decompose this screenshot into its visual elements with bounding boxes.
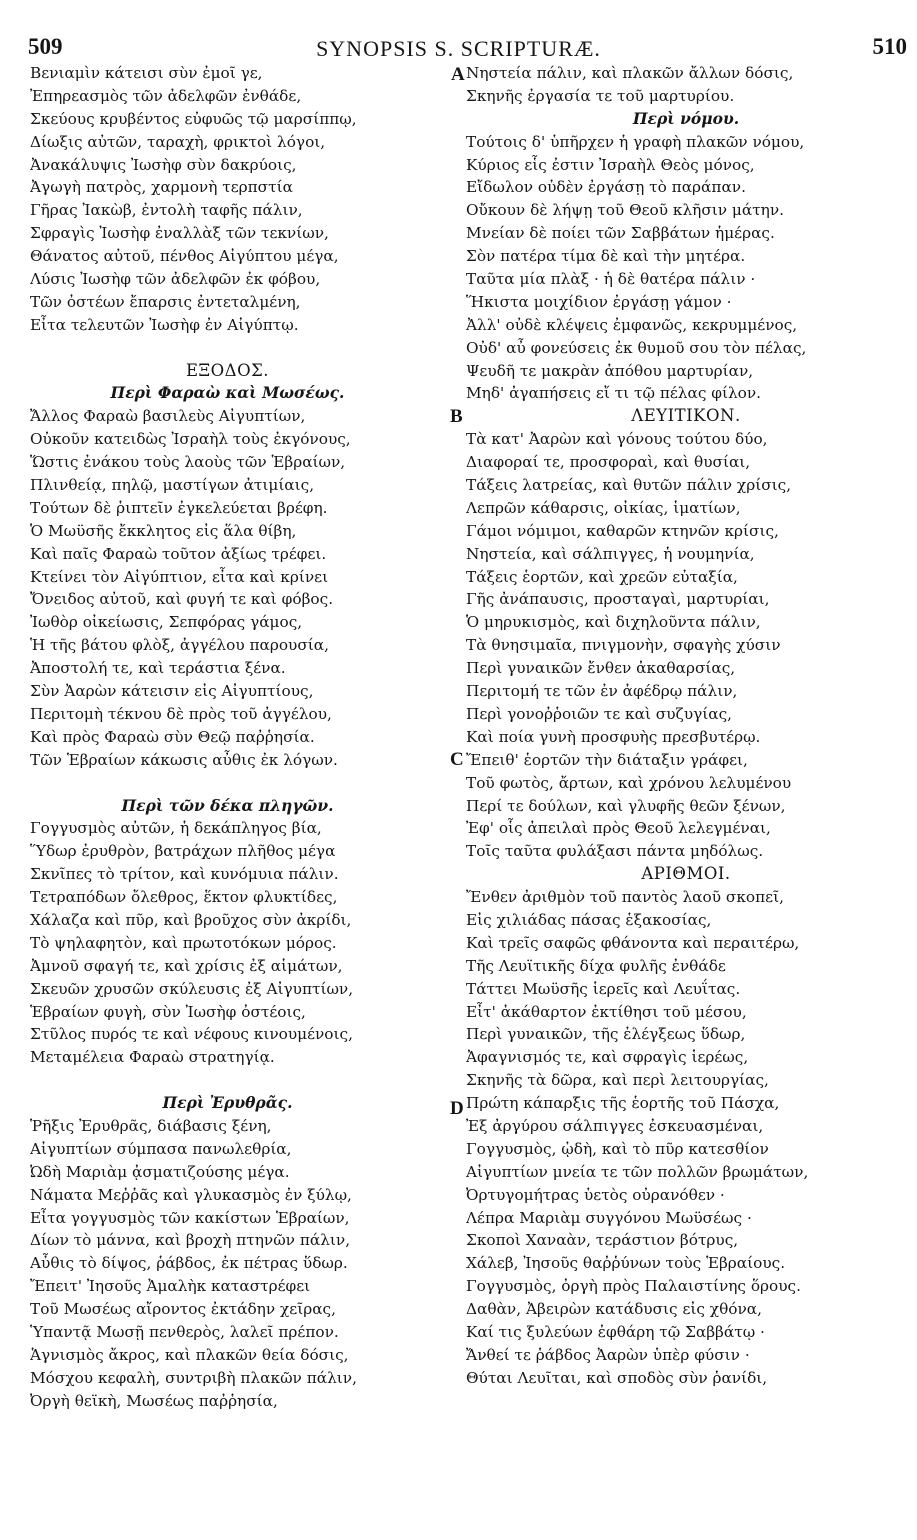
verse-line: Οὐκοῦν κατειδὼς Ἰσραὴλ τοὺς ἐκγόνους, — [30, 430, 351, 449]
verse-line: Τῶν ὀστέων ἔπαρσις ἐντεταλμένη, — [30, 292, 301, 311]
verse-line: Νηστεία πάλιν, καὶ πλακῶν ἄλλων δόσις, — [466, 64, 794, 82]
verse-line: Ὁ μηρυκισμὸς, καὶ διχηλοῦντα πάλιν, — [466, 613, 761, 632]
verse-line: Ὕδωρ ἐρυθρὸν, βατράχων πλῆθος μέγα — [30, 842, 336, 861]
verse-line: Τοῦ Μωσέως αἴροντος ἐκτάδην χεῖρας, — [30, 1300, 336, 1319]
verse-line: Αἰγυπτίων μνεία τε τῶν πολλῶν βρωμάτων, — [466, 1162, 809, 1181]
verse-line: Ὄνειδος αὐτοῦ, καὶ φυγή τε καὶ φόβος. — [30, 590, 334, 609]
verse-line: Σκηνῆς ἐργασία τε τοῦ μαρτυρίου. — [466, 86, 735, 105]
verse-line: Γάμοι νόμιμοι, καθαρῶν κτηνῶν κρίσις, — [466, 521, 779, 540]
verse-line: Τοῖς ταῦτα φυλάξασι πάντα μηδόλως. — [466, 842, 764, 861]
spacer — [30, 772, 425, 795]
verse-line: Ὁ Μωϋσῆς ἔκκλητος εἰς ἅλα θίβη, — [30, 521, 297, 540]
verse-line: Ἀποστολή τε, καὶ τεράστια ξένα. — [30, 659, 286, 678]
verse-line: Ἀφαγνισμός τε, καὶ σφραγὶς ἱερέως, — [466, 1048, 749, 1067]
verse-line: Περιτομή τε τῶν ἐν ἀφέδρῳ πάλιν, — [466, 682, 738, 701]
verse-line: Λύσις Ἰωσὴφ τῶν ἀδελφῶν ἐκ φόβου, — [30, 270, 321, 289]
verse-line: Εἶτα τελευτῶν Ἰωσὴφ ἐν Αἰγύπτῳ. — [30, 315, 299, 334]
verse-line: Σκηνῆς τὰ δῶρα, καὶ περὶ λειτουργίας, — [466, 1071, 769, 1090]
verse-line: Ἐφ' οἷς ἀπειλαὶ πρὸς Θεοῦ λελεγμέναι, — [466, 819, 771, 838]
spacer — [30, 337, 425, 360]
verse-line: Περὶ γυναικῶν ἔνθεν ἀκαθαρσίας, — [466, 659, 736, 678]
section-heading: ΛΕΥΙΤΙΚΟΝ. — [631, 406, 741, 426]
verse-line: Στῦλος πυρός τε καὶ νέφους κινουμένοις, — [30, 1025, 353, 1044]
verse-line: Γογγυσμὸς αὐτῶν, ἡ δεκάπληγος βία, — [30, 819, 322, 838]
verse-line: Γογγυσμὸς, ᾠδὴ, καὶ τὸ πῦρ κατεσθίον — [466, 1139, 769, 1158]
verse-line: Δίωξις αὐτῶν, ταραχὴ, φρικτοὶ λόγοι, — [30, 132, 326, 151]
verse-line: Λέπρα Μαριὰμ συγγόνου Μωϋσέως · — [466, 1208, 752, 1227]
verse-line: Καὶ παῖς Φαραὼ τοῦτον ἀξίως τρέφει. — [30, 544, 327, 563]
verse-line: Ὀρτυγομήτρας ὑετὸς οὐρανόθεν · — [466, 1185, 725, 1204]
left-page-number: 509 — [28, 34, 63, 59]
verse-line: Σκοποὶ Χαναὰν, τεράστιον βότρυς, — [466, 1231, 739, 1250]
verse-line: Σὺν Ἀαρὼν κάτεισιν εἰς Αἰγυπτίους, — [30, 682, 314, 701]
verse-line: Τῶν Ἑβραίων κάκωσις αὖθις ἐκ λόγων. — [30, 750, 338, 769]
verse-line: Εἶτα γογγυσμὸς τῶν κακίστων Ἑβραίων, — [30, 1208, 350, 1227]
page-header — [0, 30, 917, 64]
verse-line: Γῆρας Ἰακὼβ, ἐντολὴ ταφῆς πάλιν, — [30, 201, 303, 220]
margin-marker-c: C — [450, 749, 464, 770]
verse-line: Θύται Λευῖται, καὶ σποδὸς σὺν ῥανίδι, — [466, 1368, 768, 1387]
verse-line: Διαφοραί τε, προσφοραὶ, καὶ θυσίαι, — [466, 453, 751, 472]
verse-line: Λεπρῶν κάθαρσις, οἰκίας, ἱματίων, — [466, 498, 741, 517]
verse-line: Σκευῶν χρυσῶν σκύλευσις ἐξ Αἰγυπτίων, — [30, 979, 354, 998]
section-heading: ΕΞΟΔΟΣ. — [185, 360, 270, 380]
verse-line: Οὐδ' αὖ φονεύσεις ἐκ θυμοῦ σου τὸν πέλας, — [466, 338, 807, 357]
margin-marker-d: D — [450, 1098, 464, 1119]
verse-line: Ταῦτα μία πλὰξ · ἡ δὲ θατέρα πάλιν · — [466, 270, 756, 289]
verse-line: Τάττει Μωϋσῆς ἱερεῖς καὶ Λευΐτας. — [466, 979, 741, 998]
running-title: SYNOPSIS S. SCRIPTURÆ. — [316, 36, 601, 61]
subsection-heading: Περὶ νόμου. — [632, 108, 740, 128]
verse-line: Εἴδωλον οὐδὲν ἐργάσῃ τὸ παράπαν. — [466, 178, 746, 197]
verse-line: Γῆς ἀνάπαυσις, προσταγαὶ, μαρτυρίαι, — [466, 590, 770, 609]
verse-line: Περὶ γυναικῶν, τῆς ἐλέγξεως ὕδωρ, — [466, 1025, 746, 1044]
verse-line: Ὥστις ἐνάκου τοὺς λαοὺς τῶν Ἑβραίων, — [30, 453, 346, 472]
verse-line: Αὖθις τὸ δίψος, ῥάβδος, ἐκ πέτρας ὕδωρ. — [30, 1254, 348, 1273]
verse-line: Εἶτ' ἀκάθαρτον ἐκτίθησι τοῦ μέσου, — [466, 1002, 747, 1021]
verse-line: Ἥκιστα μοιχίδιον ἐργάσῃ γάμον · — [466, 292, 732, 311]
verse-line: Σκεύους κρυβέντος εὐφυῶς τῷ μαρσίππῳ, — [30, 109, 357, 128]
verse-line: Μεταμέλεια Φαραὼ στρατηγίᾳ. — [30, 1048, 275, 1067]
verse-line: Καὶ πρὸς Φαραὼ σὺν Θεῷ παῤῥησία. — [30, 727, 315, 746]
verse-line: Οὔκουν δὲ λήψῃ τοῦ Θεοῦ κλῆσιν μάτην. — [466, 201, 784, 220]
verse-line: Νάματα Μεῤῥᾶς καὶ γλυκασμὸς ἐν ξύλῳ, — [30, 1185, 352, 1204]
verse-line: Ἄλλος Φαραὼ βασιλεὺς Αἰγυπτίων, — [30, 407, 306, 426]
verse-line: Τούτων δὲ ῥιπτεῖν ἐγκελεύεται βρέφη. — [30, 498, 328, 517]
margin-marker-b: B — [450, 406, 463, 427]
verse-line: Πλινθείᾳ, πηλῷ, μαστίγων ἀτιμίαις, — [30, 476, 315, 495]
verse-line: Χάλεβ, Ἰησοῦς θαῤῥύνων τοὺς Ἑβραίους. — [466, 1254, 786, 1273]
verse-line: Ἀγωγὴ πατρὸς, χαρμονὴ τερπστία — [30, 178, 293, 197]
right-page-number: 510 — [872, 34, 907, 59]
verse-line: Ἑβραίων φυγὴ, σὺν Ἰωσὴφ ὀστέοις, — [30, 1002, 306, 1021]
verse-line: Ἀνακάλυψις Ἰωσὴφ σὺν δακρύοις, — [30, 155, 297, 174]
verse-line: Τοῦ φωτὸς, ἄρτων, καὶ χρόνου λελυμένου — [466, 773, 792, 792]
verse-line: Ἔνθεν ἀριθμὸν τοῦ παντὸς λαοῦ σκοπεῖ, — [466, 888, 784, 907]
verse-line: Ῥῆξις Ἐρυθρᾶς, διάβασις ξένη, — [30, 1116, 272, 1135]
verse-line: Κύριος εἷς ἐστιν Ἰσραὴλ Θεὸς μόνος, — [466, 155, 755, 174]
verse-line: Ὀργὴ θεϊκὴ, Μωσέως παῤῥησία, — [30, 1391, 278, 1410]
verse-line: Τούτοις δ' ὑπῆρχεν ἡ γραφὴ πλακῶν νόμου, — [466, 132, 805, 151]
verse-line: Σκνῖπες τὸ τρίτον, καὶ κυνόμυια πάλιν. — [30, 865, 339, 884]
verse-line: Γογγυσμὸς, ὀργὴ πρὸς Παλαιστίνης ὅρους. — [466, 1277, 801, 1296]
verse-line: Μνείαν δὲ ποίει τῶν Σαββάτων ἡμέρας. — [466, 224, 775, 243]
verse-line: Καὶ τρεῖς σαφῶς φθάνοντα καὶ περαιτέρω, — [466, 933, 800, 952]
verse-line: Περί τε δούλων, καὶ γλυφῆς θεῶν ξένων, — [466, 796, 786, 815]
verse-line: Ἁγνισμὸς ἄκρος, καὶ πλακῶν θεία δόσις, — [30, 1345, 349, 1364]
verse-line: Ἰωθὸρ οἰκείωσις, Σεπφόρας γάμος, — [30, 613, 303, 632]
right-column — [466, 62, 906, 1390]
verse-line: Ὠδὴ Μαριὰμ ᾀσματιζούσης μέγα. — [30, 1162, 290, 1181]
verse-line: Μόσχου κεφαλὴ, συντριβὴ πλακῶν πάλιν, — [30, 1368, 357, 1387]
verse-line: Τὰ θνησιμαῖα, πνιγμονὴν, σφαγὴς χύσιν — [466, 636, 781, 655]
verse-line: Καί τις ξυλεύων ἐφθάρη τῷ Σαββάτῳ · — [466, 1322, 765, 1341]
verse-line: Χάλαζα καὶ πῦρ, καὶ βροῦχος σὺν ἀκρίδι, — [30, 910, 352, 929]
verse-line: Περὶ γονοῤῥοιῶν τε καὶ συζυγίας, — [466, 704, 733, 723]
left-column — [30, 62, 425, 1413]
verse-line: Σφραγὶς Ἰωσὴφ ἐναλλὰξ τῶν τεκνίων, — [30, 224, 329, 243]
verse-line: Ἐπηρεασμὸς τῶν ἀδελφῶν ἐνθάδε, — [30, 86, 302, 105]
verse-line: Νηστεία, καὶ σάλπιγγες, ἡ νουμηνία, — [466, 544, 755, 563]
verse-line: Τὰ κατ' Ἀαρὼν καὶ γόνους τούτου δύο, — [466, 430, 768, 449]
subsection-heading: Περὶ Ἐρυθρᾶς. — [162, 1093, 293, 1113]
verse-line: Τῆς Λευϊτικῆς δίχα φυλῆς ἐνθάδε — [466, 956, 726, 975]
verse-line: Ἀμνοῦ σφαγή τε, καὶ χρίσις ἐξ αἱμάτων, — [30, 956, 343, 975]
subsection-heading: Περὶ τῶν δέκα πληγῶν. — [121, 795, 334, 815]
verse-line: Ἔπειθ' ἑορτῶν τὴν διάταξιν γράφει, — [466, 750, 748, 769]
verse-line: Δαθὰν, Ἀβειρὼν κατάδυσις εἰς χθόνα, — [466, 1300, 762, 1319]
verse-line: Θάνατος αὐτοῦ, πένθος Αἰγύπτου μέγα, — [30, 247, 339, 266]
verse-line: Εἰς χιλιάδας πάσας ἑξακοσίας, — [466, 910, 712, 929]
verse-line: Τετραπόδων ὄλεθρος, ἕκτον φλυκτίδες, — [30, 888, 338, 907]
verse-line: Τὸ ψηλαφητὸν, καὶ πρωτοτόκων μόρος. — [30, 933, 337, 952]
verse-line: Ἡ τῆς βάτου φλὸξ, ἀγγέλου παρουσία, — [30, 636, 329, 655]
verse-line: Περιτομὴ τέκνου δὲ πρὸς τοῦ ἀγγέλου, — [30, 704, 332, 723]
verse-line: Σὸν πατέρα τίμα δὲ καὶ τὴν μητέρα. — [466, 247, 746, 266]
section-heading: ΑΡΙΘΜΟΙ. — [641, 864, 731, 884]
verse-line: Ὑπαντᾷ Μωσῇ πενθερὸς, λαλεῖ πρέπον. — [30, 1322, 339, 1341]
subsection-heading: Περὶ Φαραὼ καὶ Μωσέως. — [110, 383, 345, 403]
verse-line: Ἀλλ' οὐδὲ κλέψεις ἐμφανῶς, κεκρυμμένος, — [466, 315, 798, 334]
verse-line: Μηδ' ἀγαπήσεις εἴ τι τῷ πέλας φίλον. — [466, 384, 762, 403]
spacer — [30, 1069, 425, 1092]
verse-line: Αἰγυπτίων σύμπασα πανωλεθρία, — [30, 1139, 292, 1158]
verse-line: Καὶ ποία γυνὴ προσφυὴς πρεσβυτέρῳ. — [466, 727, 761, 746]
margin-marker-a: A — [451, 64, 465, 85]
verse-line: Βενιαμὶν κάτεισι σὺν ἐμοῖ γε, — [30, 64, 263, 82]
verse-line: Πρώτη κάπαρξις τῆς ἑορτῆς τοῦ Πάσχα, — [466, 1094, 780, 1113]
verse-line: Ἄνθεί τε ῥάβδος Ἀαρὼν ὑπὲρ φύσιν · — [466, 1345, 750, 1364]
verse-line: Ψευδῆ τε μακρὰν ἀπόθου μαρτυρίαν, — [466, 361, 754, 380]
verse-line: Τάξεις ἑορτῶν, καὶ χρεῶν εὐταξία, — [466, 567, 738, 586]
verse-line: Ἐξ ἀργύρου σάλπιγγες ἐσκευασμέναι, — [466, 1116, 764, 1135]
verse-line: Δίων τὸ μάννα, καὶ βροχὴ πτηνῶν πάλιν, — [30, 1231, 351, 1250]
verse-line: Κτείνει τὸν Αἰγύπτιον, εἶτα καὶ κρίνει — [30, 567, 329, 586]
verse-line: Ἔπειτ' Ἰησοῦς Ἀμαλὴκ καταστρέφει — [30, 1277, 311, 1296]
verse-line: Τάξεις λατρείας, καὶ θυτῶν πάλιν χρίσις, — [466, 476, 792, 495]
